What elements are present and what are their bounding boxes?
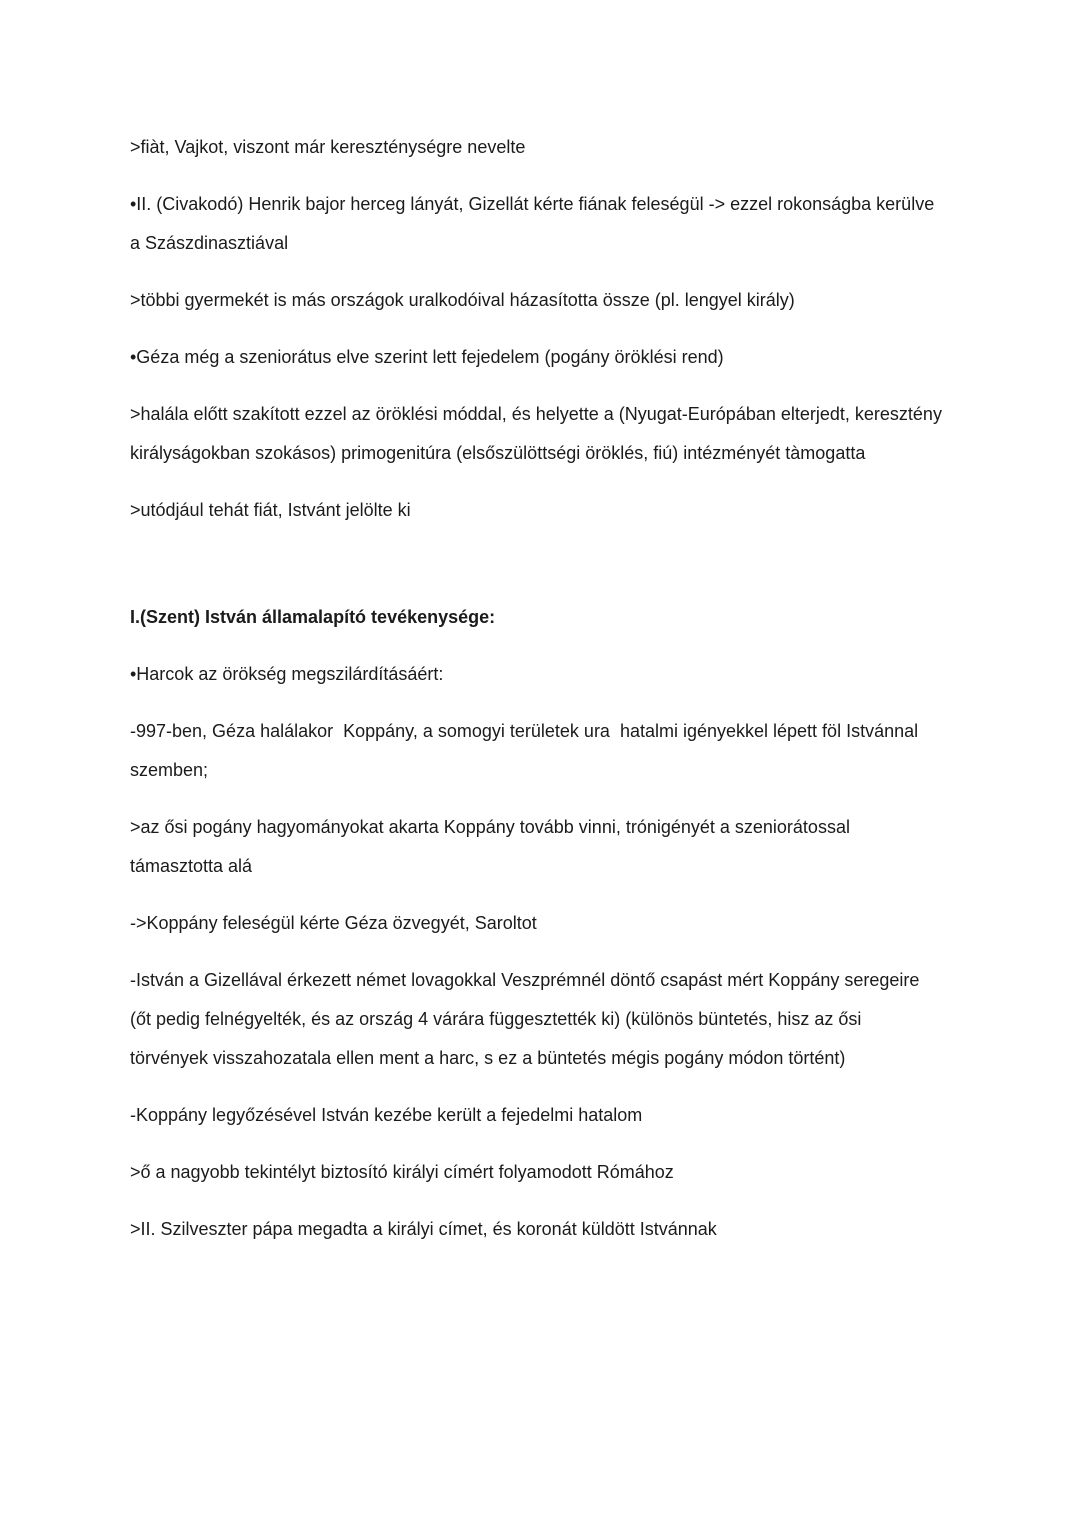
paragraph: >utódjául tehát fiát, Istvánt jelölte ki — [130, 500, 411, 520]
paragraph: •Géza még a szeniorátus elve szerint lett fejedelem (pogány öröklési rend) — [130, 347, 724, 367]
paragraph: ->Koppány feleségül kérte Géza özvegyét, Saroltot — [130, 913, 537, 933]
paragraph: -Koppány legyőzésével István kezébe került a fejedelmi hatalom — [130, 1105, 643, 1125]
paragraph: >ő a nagyobb tekintélyt biztosító királyi címért folyamodott Rómához — [130, 1162, 674, 1182]
paragraph: >az ősi pogány hagyományokat akarta Koppány tovább vinni, trónigényét a szeniorátossal támasztotta alá — [130, 817, 855, 876]
paragraph: •Harcok az örökség megszilárdításáért: — [130, 664, 444, 684]
section-heading: I.(Szent) István államalapító tevékenysége: — [130, 607, 496, 627]
paragraph: >fiàt, Vajkot, viszont már kereszténységre nevelte — [130, 137, 526, 157]
paragraph: •II. (Civakodó) Henrik bajor herceg lányát, Gizellát kérte fiának feleségül -> ezzel rokonságba kerülve a Szászdinasztiával — [130, 194, 940, 253]
paragraph: >többi gyermekét is más országok uralkodóival házasította össze (pl. lengyel király) — [130, 290, 795, 310]
paragraph: >halála előtt szakított ezzel az öröklési móddal, és helyette a (Nyugat-Európában elterjedt, keresztény királyságokban szokásos) primogenitúra (elsőszülöttségi öröklés, fiú) intézményét tàmogatta — [130, 404, 947, 463]
paragraph: >II. Szilveszter pápa megadta a királyi címet, és koronát küldött Istvánnak — [130, 1219, 717, 1239]
paragraph: -István a Gizellával érkezett német lovagokkal Veszprémnél döntő csapást mért Koppány seregeire (őt pedig felnégyelték, és az ország 4 várára függesztették ki) (különös büntetés, hisz az ősi törvények visszahozatala ellen ment a harc, s ez a büntetés mégis pogány módon történt) — [130, 970, 925, 1068]
paragraph: -997-ben, Géza halálakor Koppány, a somogyi területek ura hatalmi igényekkel lépett föl Istvánnal szemben; — [130, 721, 924, 780]
